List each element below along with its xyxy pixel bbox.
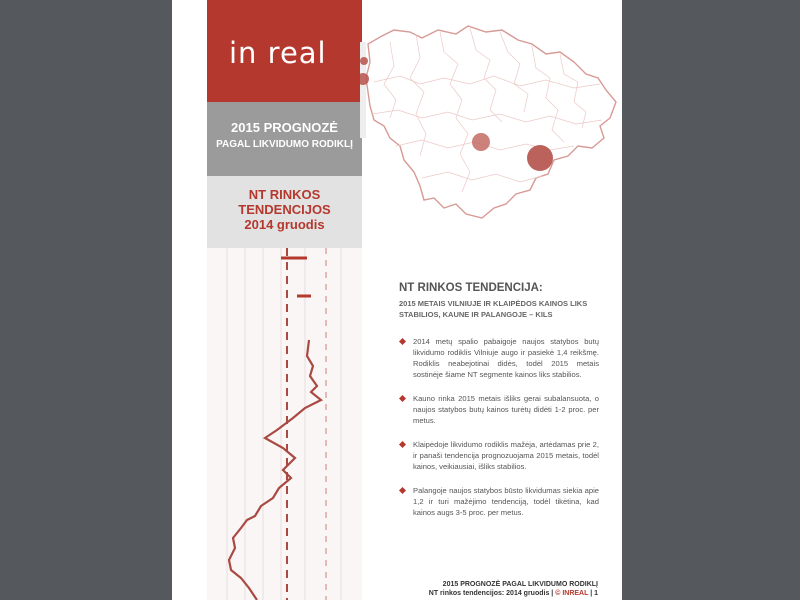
- title-line2: TENDENCIJOS: [238, 202, 331, 217]
- lithuania-map: [360, 22, 622, 222]
- bullet-text: Klaipėdoje likvidumo rodiklis mažėja, artėdamas prie 2, ir panaši tendencija prognozuojama 2015 metais, todėl kainos, veikiausiai, išliks stabilios.: [413, 440, 599, 471]
- logo-block: [207, 0, 362, 102]
- list-item: [399, 439, 599, 472]
- section-title: NT RINKOS TENDENCIJA:: [399, 282, 543, 294]
- forecast-line2: PAGAL LIKVIDUMO RODIKLĮ: [216, 139, 353, 150]
- footer-brand: © INREAL: [555, 590, 589, 597]
- bullet-text: Palangoje naujos statybos būsto likvidumas siekia apie 1,2 ir turi mažėjimo tendenciją, todėl tikėtina, kad kainos augs 3-5 proc. per metus.: [413, 486, 599, 517]
- forecast-line1: 2015 PROGNOZĖ: [231, 120, 338, 135]
- footer-page-number: | 1: [590, 590, 598, 597]
- footer-line1: 2015 PROGNOZĖ PAGAL LIKVIDUMO RODIKLĮ: [442, 581, 598, 588]
- diamond-bullet-icon: [399, 338, 406, 345]
- lithuania-map-svg: [360, 22, 622, 222]
- trend-section: [399, 282, 604, 320]
- decorative-chart-svg: [207, 248, 362, 600]
- left-column: [207, 0, 362, 600]
- section-subtitle: 2015 METAIS VILNIUJE IR KLAIPĖDOS KAINOS LIKS STABILIOS, KAUNE IR PALANGOJE – KILS: [399, 299, 588, 319]
- diamond-bullet-icon: [399, 395, 406, 402]
- diamond-bullet-icon: [399, 487, 406, 494]
- kaunas-circle: [472, 133, 490, 151]
- palanga-circle: [360, 57, 368, 65]
- inreal-logo: in real: [229, 36, 327, 70]
- list-item: [399, 393, 599, 426]
- bullet-text: Kauno rinka 2015 metais išliks gerai subalansuota, o naujos statybos butų kainos turėtų didėti 1-2 proc. per metus.: [413, 394, 599, 425]
- title-line3: 2014 gruodis: [244, 217, 325, 232]
- coastline-strip: [360, 42, 366, 138]
- footer-prefix: NT rinkos tendencijos: 2014 gruodis |: [428, 590, 554, 597]
- report-page: [172, 0, 622, 600]
- page-footer: [429, 580, 598, 598]
- footer-line2: [429, 589, 598, 598]
- country-outline: [366, 26, 616, 218]
- forecast-banner: [207, 102, 362, 176]
- report-title: [207, 176, 362, 248]
- bullet-list: [399, 336, 599, 531]
- list-item: [399, 485, 599, 518]
- list-item: [399, 336, 599, 380]
- title-line1: NT RINKOS: [248, 187, 321, 202]
- bullet-text: 2014 metų spalio pabaigoje naujos statybos butų likvidumo rodiklis Vilniuje augo ir pasiekė 1,4 reikšmę. Rodiklis neabejotinai didės, todėl 2015 metais sostinėje šiame NT segmente kainos liks stabilios.: [413, 337, 599, 379]
- vilnius-circle: [527, 145, 553, 171]
- diamond-bullet-icon: [399, 441, 406, 448]
- decorative-chart: [207, 248, 362, 600]
- liquidity-trend-line: [229, 340, 321, 600]
